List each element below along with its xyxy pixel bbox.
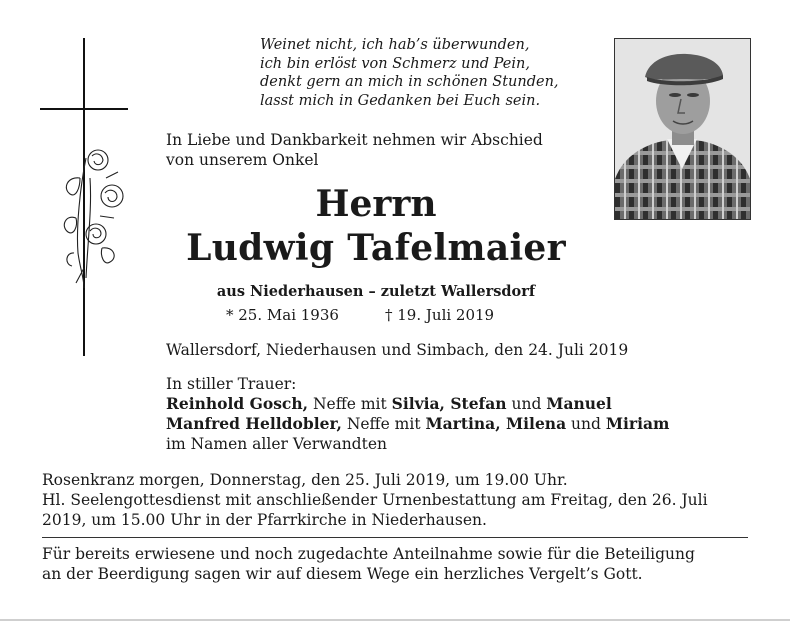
service-line: Rosenkranz morgen, Donnerstag, den 25. Juli 2019, um 19.00 Uhr.	[42, 471, 568, 489]
mourner-row	[166, 414, 726, 434]
poem	[260, 36, 600, 110]
children-names: Silvia, Stefan	[391, 394, 507, 413]
death-date: † 19. Juli 2019	[385, 306, 495, 324]
child-name: Manuel	[546, 394, 612, 413]
mourner-row	[166, 394, 726, 414]
deceased-name: Ludwig Tafelmaier	[186, 227, 566, 269]
relation-text: Neffe mit	[341, 415, 426, 433]
poem-line: lasst mich in Gedanken bei Euch sein.	[260, 92, 541, 109]
service-details	[42, 470, 754, 530]
relation-text: Neffe mit	[308, 395, 392, 413]
poem-line: denkt gern an mich in schönen Stunden,	[260, 74, 559, 90]
portrait-photo	[614, 38, 751, 220]
intro-line: von unserem Onkel	[166, 151, 319, 169]
thanks-note	[42, 544, 754, 584]
service-line: 2019, um 15.00 Uhr in der Pfarrkirche in Niederhausen.	[42, 511, 487, 529]
mourners-footer: im Namen aller Verwandten	[166, 435, 387, 453]
conjunction: und	[566, 415, 606, 433]
birth-date: * 25. Mai 1936	[226, 306, 339, 324]
conjunction: und	[506, 395, 547, 413]
mourners-list	[166, 374, 726, 454]
origin-line: aus Niederhausen – zuletzt Wallersdorf	[216, 283, 536, 300]
farewell-intro	[166, 130, 606, 170]
child-name: Miriam	[605, 414, 670, 433]
divider	[42, 537, 748, 538]
poem-line: ich bin erlöst von Schmerz und Pein,	[260, 55, 530, 72]
mourner-name: Reinhold Gosch,	[166, 394, 309, 413]
mourner-name: Manfred Helldobler,	[166, 414, 342, 433]
place-and-date: Wallersdorf, Niederhausen und Simbach, den 24. Juli 2019	[166, 341, 629, 359]
service-line: Hl. Seelengottesdienst mit anschließender Urnenbestattung am Freitag, den 26. Juli	[42, 491, 708, 509]
thanks-line: Für bereits erwiesene und noch zugedachte Anteilnahme sowie für die Beteiligung	[42, 545, 695, 563]
poem-line: Weinet nicht, ich hab’s überwunden,	[260, 37, 530, 53]
children-names: Martina, Milena	[425, 414, 567, 433]
cross-with-roses-icon	[40, 38, 130, 358]
salutation: Herrn	[315, 183, 437, 225]
thanks-line: an der Beerdigung sagen wir auf diesem Wege ein herzliches Vergelt’s Gott.	[42, 565, 643, 583]
intro-line: In Liebe und Dankbarkeit nehmen wir Abschied	[166, 131, 543, 149]
mourners-heading: In stiller Trauer:	[166, 375, 297, 393]
